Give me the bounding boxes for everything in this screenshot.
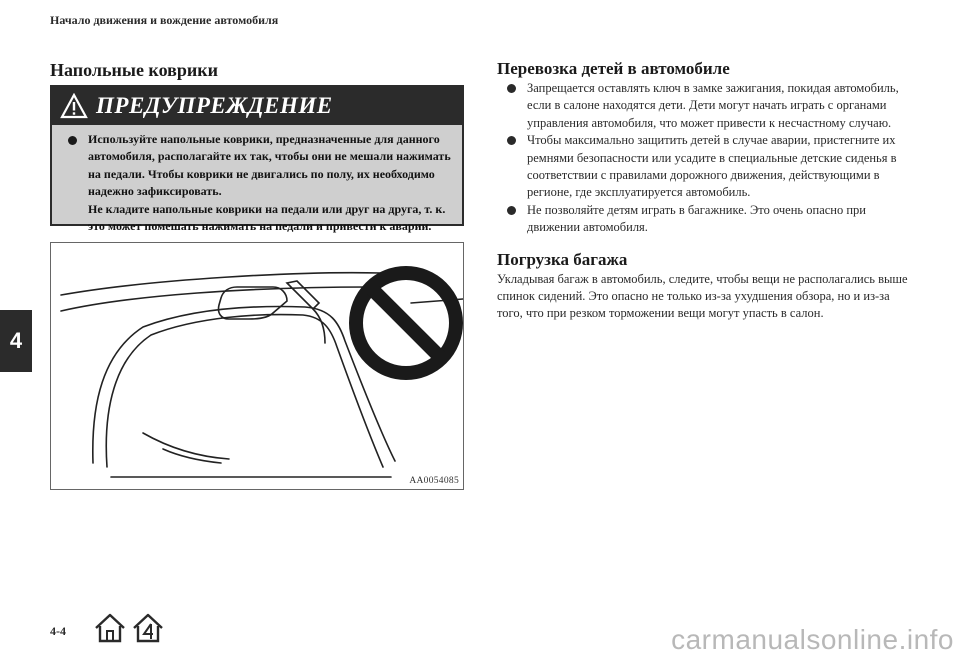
warning-paragraph-1: Используйте напольные коврики, предназначенные для данного автомобиля, располагайте их так, чтобы они не мешали нажимать на педали. Чтобы коврики не двигались по полу, их необходимо надежно зафиксировать. (88, 132, 451, 199)
luggage-paragraph: Укладывая багаж в автомобиль, следите, чтобы вещи не располагались выше спинок сидений. Это опасно не только из-за ухудшения обзора, но и из-за того, что при резком торможении вещи могут упасть в салон. (497, 271, 908, 321)
section-title-floor-mats: Напольные коврики (50, 60, 218, 80)
warning-header (52, 87, 462, 125)
watermark: carmanualsonline.info (671, 624, 954, 655)
section-title-luggage: Погрузка багажа (497, 249, 628, 269)
floor-mat-on-pedals-drawing (51, 243, 463, 489)
nav-icons (92, 612, 166, 644)
bullet-dot (68, 136, 77, 145)
warning-body (52, 125, 462, 235)
page-number: 4-4 (50, 624, 66, 638)
children-bullets (497, 80, 917, 237)
prohibition-sign (356, 273, 456, 373)
bullet-dot (507, 84, 516, 93)
bullet-dot (507, 136, 516, 145)
list-item: Чтобы максимально защитить детей в случае аварии, пристегните их ремнями безопасности или усадите в специальные детские сиденья в соответствии с правилами дорожного движения, действующими в регионе, где эксплуатируется автомобиль. (497, 132, 917, 202)
list-item: Не позволяйте детям играть в багажнике. Это очень опасно при движении автомобиля. (497, 202, 917, 237)
floor-mat-illustration (50, 242, 464, 490)
warning-title: ПРЕДУПРЕЖДЕНИЕ (96, 93, 333, 118)
running-header: Начало движения и вождение автомобиля (50, 13, 279, 27)
warning-triangle-icon (60, 93, 88, 119)
right-column (497, 58, 917, 323)
home-icon[interactable] (92, 612, 128, 644)
chapter-4-icon[interactable] (130, 612, 166, 644)
list-item: Запрещается оставлять ключ в замке зажигания, покидая автомобиль, если в салоне находятся дети. Дети могут начать играть с органами управления автомобиля, что может привести к несчастному случаю. (497, 80, 917, 132)
section-title-children: Перевозка детей в автомобиле (497, 59, 730, 78)
warning-paragraph-2: Не кладите напольные коврики на педали или друг на друга, т. к. это может помешать нажимать на педали и привести к аварии. (88, 201, 446, 234)
warning-box (50, 85, 464, 234)
bullet-dot (507, 206, 516, 215)
chapter-tab: 4 (0, 310, 32, 372)
figure-code: AA0054085 (409, 476, 459, 486)
